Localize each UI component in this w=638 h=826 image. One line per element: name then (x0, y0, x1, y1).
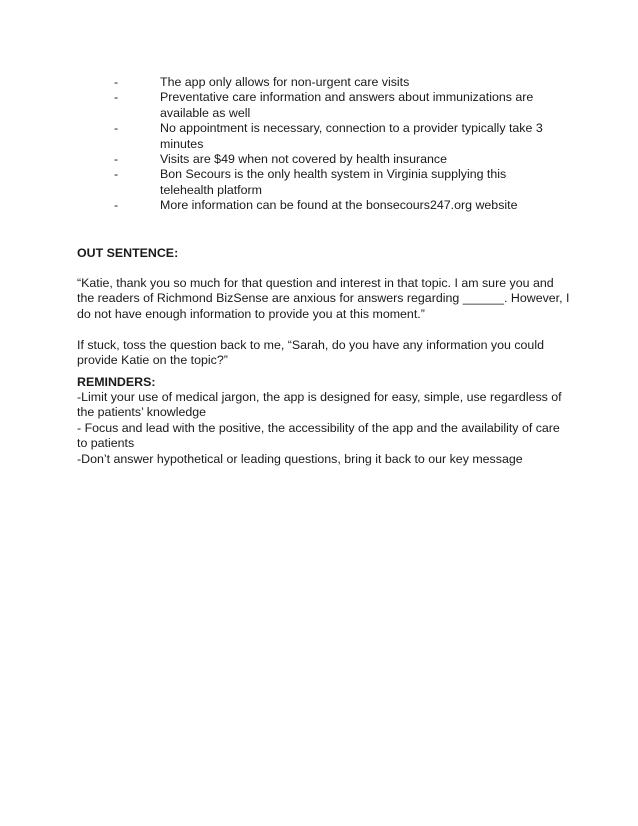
bullet-marker: - (114, 121, 119, 136)
bullet-text: Bon Secours is the only health system in Virginia supplying this telehealth platform (160, 167, 507, 197)
bullet-marker: - (114, 75, 119, 89)
list-item (0, 121, 638, 152)
out-sentence-fallback: If stuck, toss the question back to me, “Sarah, do you have any information you could provide Katie on the topic?” (77, 338, 544, 368)
reminder-item: -Limit your use of medical jargon, the app is designed for easy, simple, use regardless of the patients’ knowledge (77, 390, 562, 420)
reminders-heading: REMINDERS: (77, 375, 156, 389)
reminder-item: - Focus and lead with the positive, the accessibility of the app and the availability of care to patients (77, 420, 560, 451)
list-item (0, 167, 638, 198)
out-sentence-heading: OUT SENTENCE: (77, 246, 179, 260)
bullet-text: Visits are $49 when not covered by health insurance (160, 152, 447, 167)
bullet-text: No appointment is necessary, connection to a provider typically take 3 minutes (160, 121, 543, 151)
list-item (0, 198, 638, 213)
bullet-text: Preventative care information and answers about immunizations are available as well (160, 90, 534, 120)
bullet-text: More information can be found at the bonsecours247.org website (160, 198, 518, 213)
reminders-list (77, 390, 573, 467)
bullet-marker: - (114, 167, 119, 182)
bullet-list (0, 75, 638, 214)
list-item (0, 75, 638, 90)
bullet-marker: - (114, 198, 119, 213)
list-item (0, 90, 638, 121)
reminder-item: -Don’t answer hypothetical or leading questions, bring it back to our key message (77, 451, 523, 466)
out-sentence-quote: “Katie, thank you so much for that question and interest in that topic. I am sure you and the readers of Richmond BizSense are anxious for answers regarding ______. However, I do not have enough information to provide you at this moment.” (77, 276, 570, 321)
bullet-marker: - (114, 90, 119, 105)
bullet-text: The app only allows for non-urgent care visits (160, 75, 410, 89)
list-item (0, 152, 638, 167)
bullet-marker: - (114, 152, 119, 167)
